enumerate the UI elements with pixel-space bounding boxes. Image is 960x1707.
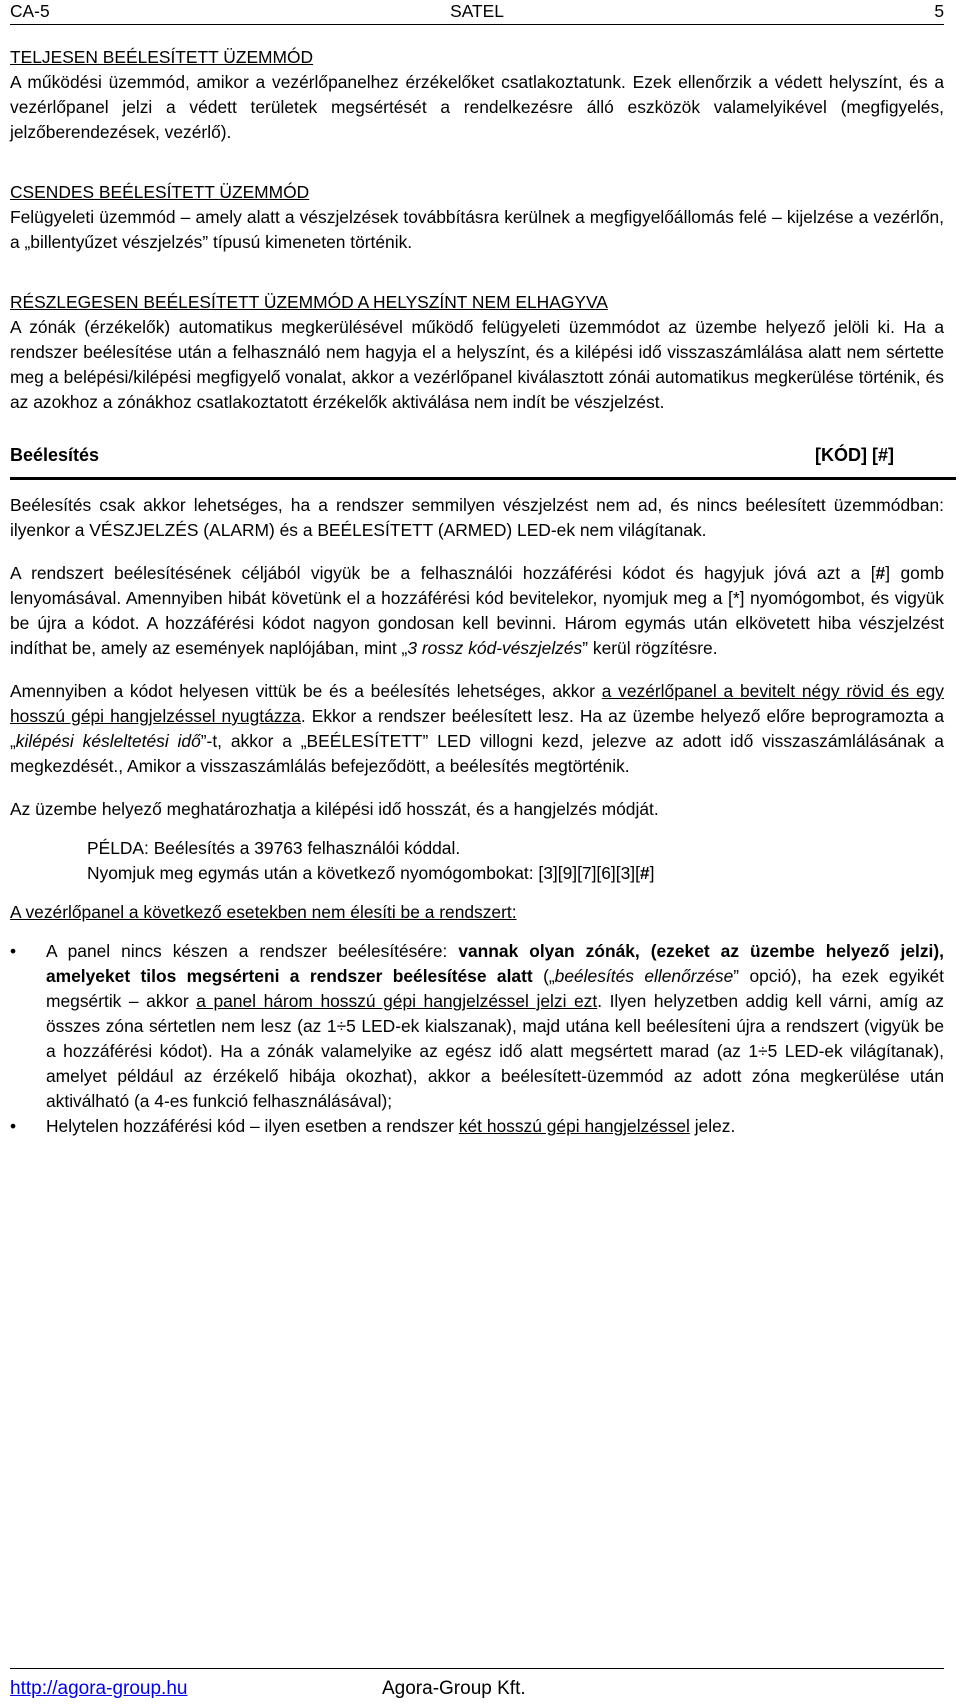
example-line-2: Nyomjuk meg egymás után a következő nyomógombokat: [3][9][7][6][3][#] <box>87 863 655 883</box>
paragraph-arming-conditions: Beélesítés csak akkor lehetséges, ha a rendszer semmilyen vészjelzést nem ad, és nincs beélesített üzemmódban: ilyenkor a VÉSZJELZÉS (ALARM) és a BEÉLESÍTETT (ARMED) LED-ek nem világítanak. <box>10 495 944 540</box>
paragraph-arming-procedure: A rendszert beélesítésének céljából vigyük be a felhasználói hozzáférési kódot és hagyjuk jóvá azt a [#] gomb lenyomásával. Amennyiben hibát követünk el a hozzáférési kód bevitelekor, nyomjuk meg a [*] nyomógombot, és vigyük be újra a kódot. A hozzáférési kódot nagyon gondosan kell bevinni. Három egymás után elkövetett hiba vészjelzést indíthat be, amely az események naplójában, mint „3 rossz kód-vészjelzés” kerül rögzítésre. <box>10 563 944 658</box>
section-title-full-arm: TELJESEN BEÉLESÍTETT ÜZEMMÓD <box>10 47 314 67</box>
section-title-partial-arm: RÉSZLEGESEN BEÉLESÍTETT ÜZEMMÓD A HELYSZÍNT NEM ELHAGYVA <box>10 292 608 312</box>
command-heading <box>10 443 944 469</box>
command-divider <box>10 477 956 480</box>
page-header <box>10 0 944 25</box>
page-footer <box>10 1668 944 1707</box>
paragraph-arming-confirmation: Amennyiben a kódot helyesen vittük be és a beélesítés lehetséges, akkor a vezérlőpanel a bevitelt négy rövid és egy hosszú gépi hangjelzéssel nyugtázza. Ekkor a rendszer beélesített lesz. Ha az üzembe helyező előre beprogramozta a „kilépési késleltetési idő”-t, akkor a „BEÉLESÍTETT” LED villogni kezd, jelezve az adott idő visszaszámlálásának a megkezdését., Amikor a visszaszámlálás befejeződött, a beélesítés megtörténik. <box>10 681 944 776</box>
section-title-silent-arm: CSENDES BEÉLESÍTETT ÜZEMMÓD <box>10 182 310 202</box>
example-block <box>87 836 944 886</box>
header-brand: SATEL <box>450 1 504 21</box>
command-keys: [KÓD] [#] <box>815 445 894 465</box>
footer-company-name: Agora-Group Kft. <box>382 1678 526 1699</box>
list-title-not-arming: A vezérlőpanel a következő esetekben nem élesíti be a rendszert: <box>10 902 517 922</box>
document-body <box>10 45 944 1139</box>
section-text-partial-arm: A zónák (érzékelők) automatikus megkerülésével működő felügyeleti üzemmódot az üzembe helyező jelöli ki. Ha a rendszer beélesítése után a felhasználó nem hagyja el a helyszínt, és a kilépési idő visszaszámlálása alatt nem sértette meg a belépési/kilépési megfigyelő vonalat, akkor a vezérlőpanel kiválasztott zónái automatikus megkerülése történik, és az azokhoz a zónákhoz csatlakoztatott érzékelők aktiválása nem indít be vészjelzést. <box>10 317 944 412</box>
section-text-silent-arm: Felügyeleti üzemmód – amely alatt a vészjelzések továbbításra kerülnek a megfigyelőállomás felé – kijelzése a vezérlőn, a „billentyűzet vészjelzés” típusú kimeneten történik. <box>10 207 944 252</box>
list-item: • Helytelen hozzáférési kód – ilyen esetben a rendszer két hosszú gépi hangjelzéssel jelez. <box>10 1114 944 1139</box>
header-doc-code: CA-5 <box>10 1 50 21</box>
section-text-full-arm: A működési üzemmód, amikor a vezérlőpanelhez érzékelőket csatlakoztatunk. Ezek ellenőrzik a védett helyszínt, és a vezérlőpanel jelzi a védett területek megsértését a rendelkezésre álló eszközök valamelyikével (megfigyelés, jelzőberendezések, vezérlő). <box>10 72 944 142</box>
list-item: • A panel nincs készen a rendszer beélesítésére: vannak olyan zónák, (ezeket az üzembe helyező jelzi), amelyeket tilos megsérteni a rendszer beélesítése alatt („beélesítés ellenőrzése” opció), ha ezek egyikét megsértik – akkor a panel három hosszú gépi hangjelzéssel jelzi ezt. Ilyen helyzetben addig kell várni, amíg az összes zóna sértetlen nem lesz (az 1÷5 LED-ek kialszanak), majd utána kell beélesíteni újra a rendszert (vigyük be a hozzáférési kódot). Ha a zónák valamelyike az egész idő alatt megsértett marad (az 1÷5 LED-ek világítanak), amelyet például az érzékelő hibája okozhat), akkor a beélesített-üzemmód az adott zóna megkerülése után aktiválható (a 4-es funkció felhasználásával); <box>10 941 944 1111</box>
command-name: Beélesítés <box>10 445 100 465</box>
bullet-icon: • <box>10 941 17 961</box>
footer-website-link[interactable]: http://agora-group.hu <box>10 1678 188 1699</box>
header-page-number: 5 <box>934 1 944 21</box>
not-arming-reasons-list <box>10 939 944 1139</box>
paragraph-exit-time: Az üzembe helyező meghatározhatja a kilépési idő hosszát, és a hangjelzés módját. <box>10 799 659 819</box>
example-line-1: PÉLDA: Beélesítés a 39763 felhasználói kóddal. <box>87 838 461 858</box>
bullet-icon: • <box>10 1116 17 1136</box>
